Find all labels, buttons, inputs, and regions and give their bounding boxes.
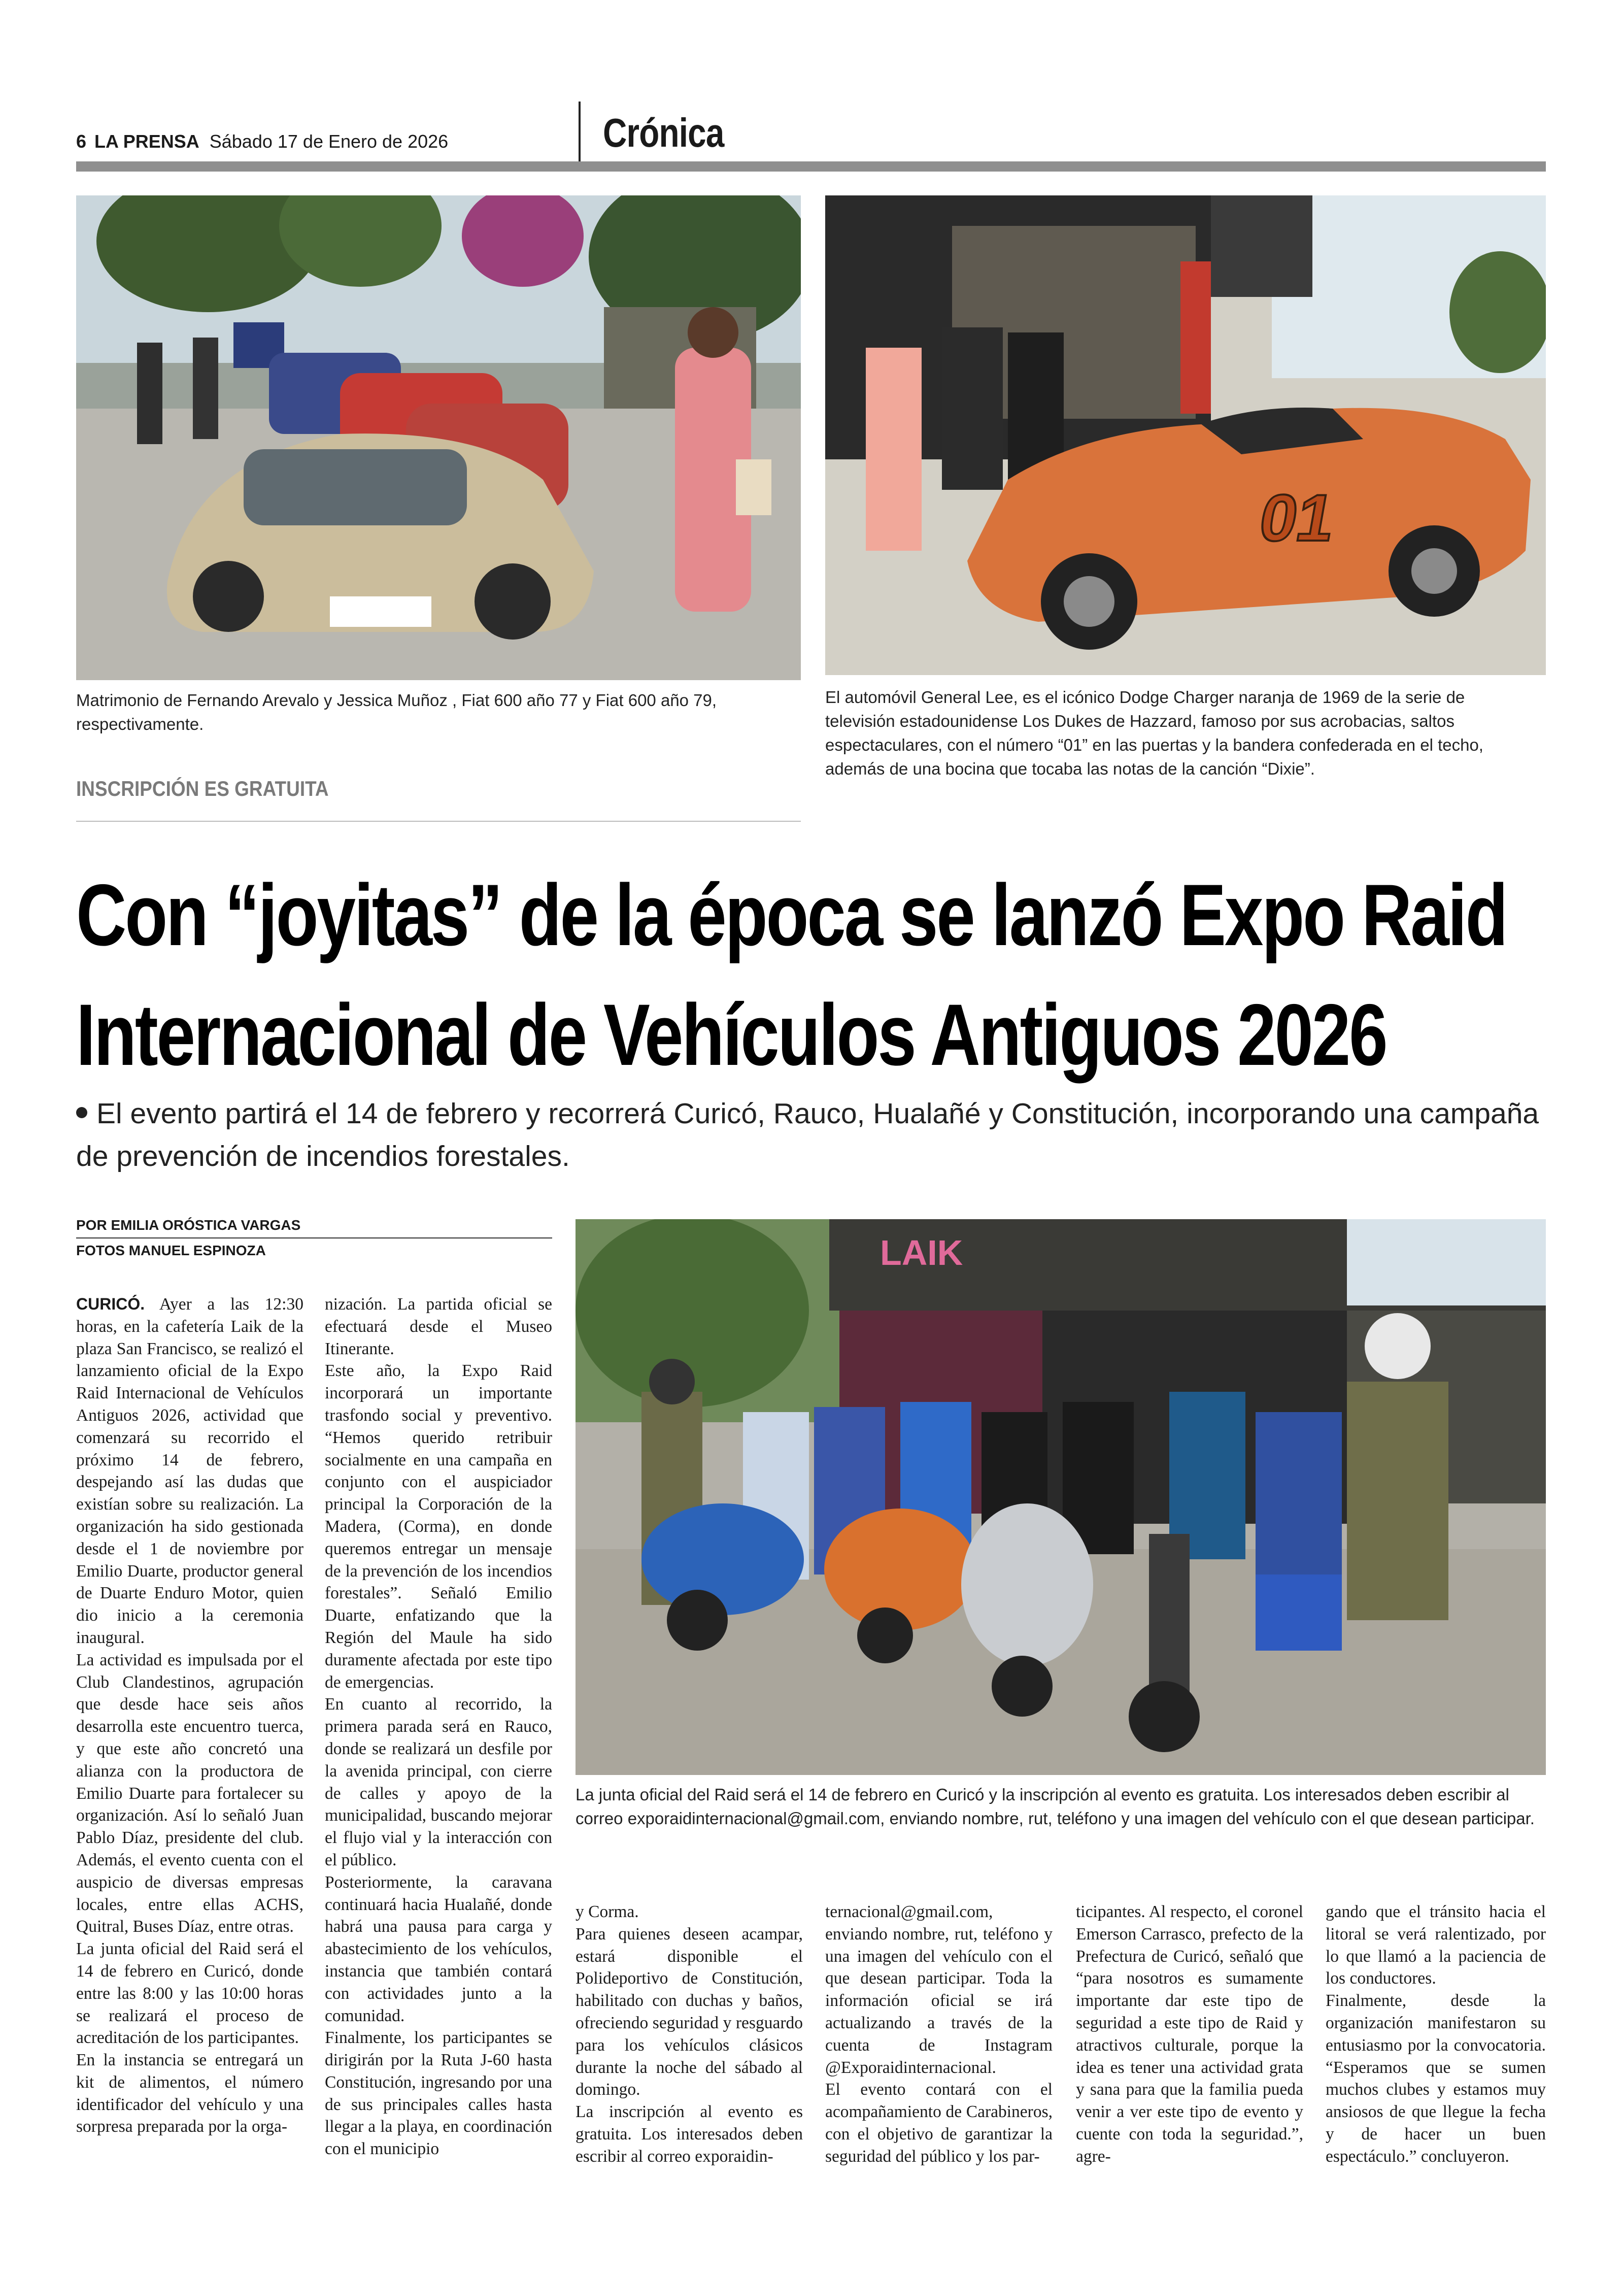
paragraph: La actividad es impulsada por el Club Clandestinos, agrupación que desde hace seis años desarrolla este encuentro tuerca, y que este año concretó una alianza con la productora de Emilio Duarte para fortalecer su organización. Así lo señaló Juan Pablo Díaz, presidente del club. Además, el evento cuenta con el auspicio de diversas empresas locales, entre ellas ACHS, Quitral, Buses Díaz, entre otras. (76, 1650, 303, 1936)
paragraph: La junta oficial del Raid será el 14 de febrero en Curicó, donde entre las 8:00 y las 10:00 horas se realizará el proceso de acreditación de los participantes. (76, 1939, 303, 2048)
paragraph: La inscripción al evento es gratuita. Los interesados deben escribir al correo exporaidin- (576, 2102, 803, 2166)
paragraph: Finalmente, desde la organización manifestaron su entusiasmo por la convocatoria. “Esperamos que se sumen muchos clubes y estamos muy ansiosos de que llegue la fecha y de hacer un buen espectáculo.” concluyeron. (1326, 1991, 1546, 2166)
paragraph: gando que el tránsito hacia el litoral se verá ralentizado, por lo que llamó a la paciencia de los conductores. (1326, 1902, 1546, 1988)
paragraph: ternacional@gmail.com, enviando nombre, rut, teléfono y una imagen del vehículo con el que desean participar. Toda la información oficial se irá actualizando a través de la cuenta de Instagram @Exporaidinternacional. (825, 1902, 1053, 2077)
car-number-text: 01 (1254, 480, 1341, 555)
paragraph: En la instancia se entregará un kit de alimentos, el número identificador del vehículo y una sorpresa preparada por la orga- (76, 2051, 303, 2136)
article-column-2 (325, 1293, 552, 2160)
kicker-rule (76, 821, 801, 822)
paragraph: nización. La partida oficial se efectuará desde el Museo Itinerante. (325, 1295, 552, 1358)
paragraph: Posteriormente, la caravana continuará hacia Hualañé, donde habrá una pausa para carga y abastecimiento de los vehículos, instancia que también contará con actividades junto a la comunidad. (325, 1872, 552, 2025)
issue-date: Sábado 17 de Enero de 2026 (209, 131, 449, 152)
paragraph: Finalmente, los participantes se dirigirán por la Ruta J-60 hasta Constitución, ingresando por una de sus principales calles hasta llegar a la playa, en coordinación con el municipio (325, 2028, 552, 2159)
paragraph: En cuanto al recorrido, la primera parada será en Rauco, donde se realizará un desfile por la avenida principal, con cierre de calles y apoyo de la municipalidad, buscando mejorar el flujo vial y la interacción con el público. (325, 1695, 552, 1869)
section-title: Crónica (603, 110, 724, 155)
photo-credit: FOTOS MANUEL ESPINOZA (76, 1243, 266, 1258)
page-header-info (76, 131, 448, 152)
deck-bullet (76, 1107, 87, 1118)
paragraph: y Corma. (576, 1902, 639, 1921)
paragraph: Este año, la Expo Raid incorporará un importante trasfondo social y preventivo. “Hemos querido retribuir socialmente en una campaña en conjunto con el auspiciador principal la Corporación de la Madera, (Corma), en donde queremos entregar un mensaje de la prevención de los incendios forestales”. Señaló Emilio Duarte, enfatizando que la Región del Maule ha sido duramente afectada por este tipo de emergencias. (325, 1361, 552, 1692)
article-column-4 (825, 1901, 1053, 2168)
publication-name: LA PRENSA (94, 131, 199, 152)
paragraph: ticipantes. Al respecto, el coronel Emerson Carrasco, prefecto de la Prefectura de Curicó, señaló que “para nosotros es sumamente importante dar este tipo de seguridad a este tipo de Raid y atractivos culturale, porque la idea es tener una actividad grata y sana para que la familia pueda venir a ver este tipo de evento y cuente con toda la seguridad.”, agre- (1076, 1902, 1303, 2166)
header-separator (579, 102, 581, 162)
photo-fiat-cars (76, 195, 801, 680)
shop-sign-text: LAIK (880, 1233, 963, 1272)
article-deck (76, 1092, 1543, 1178)
paragraph: Para quienes deseen acampar, estará disponible el Polideportivo de Constitución, habilitado con duchas y baños, ofreciendo seguridad y resguardo para los vehículos clásicos durante la noche del sábado al domingo. (576, 1924, 803, 2099)
photo-caption: El automóvil General Lee, es el icónico Dodge Charger naranja de 1969 de la serie de televisión estadounidense Los Dukes de Hazzard, famoso por sus acrobacias, saltos espectaculares, con el número “01” en las puertas y la bandera confederada en el techo, además de una bocina que tocaba las notas de la canción “Dixie”. (825, 688, 1483, 778)
dateline: CURICÓ. (76, 1295, 145, 1313)
article-column-5 (1076, 1901, 1303, 2168)
byline-rule (76, 1237, 552, 1238)
paragraph: El evento contará con el acompañamiento de Carabineros, con el objetivo de garantizar la seguridad del público y los par- (825, 2080, 1053, 2166)
article-column-1 (76, 1293, 303, 2138)
photo-caption: La junta oficial del Raid será el 14 de febrero en Curicó y la inscripción al evento es gratuita. Los interesados deben escribir al correo exporaidinternacional@gmail.com, enviando nombre, rut, teléfono y una imagen del vehículo con el que desean participar. (576, 1785, 1535, 1828)
photo-general-lee-car (825, 195, 1546, 675)
page-number: 6 (76, 131, 87, 152)
article-kicker: INSCRIPCIÓN ES GRATUITA (76, 777, 329, 800)
byline: POR EMILIA ORÓSTICA VARGAS (76, 1217, 301, 1233)
article-column-6 (1326, 1901, 1546, 2168)
paragraph: CURICÓ. Ayer a las 12:30 horas, en la cafetería Laik de la plaza San Francisco, se realizó el lanzamiento oficial de la Expo Raid Internacional de Vehículos Antiguos 2026, actividad que comenzará su recorrido el próximo 14 de febrero, despejando así las dudas que existían sobre su realización. La organización ha sido gestionada desde el 1 de noviembre por Emilio Duarte, productor general de Duarte Enduro Motor, quien dio inicio a la ceremonia inaugural. (76, 1295, 303, 1647)
photo-caption: Matrimonio de Fernando Arevalo y Jessica Muñoz , Fiat 600 año 77 y Fiat 600 año 79, respectivamente. (76, 691, 717, 733)
deck-text: El evento partirá el 14 de febrero y recorrerá Curicó, Rauco, Hualañé y Constitución, incorporando una campaña de prevención de incendios forestales. (76, 1097, 1539, 1172)
photo-raid-group (576, 1219, 1546, 1775)
article-headline: Con “joyitas” de la época se lanzó Expo Raid Internacional de Vehículos Antiguos 2026 (76, 866, 1507, 1084)
article-column-3 (576, 1901, 803, 2168)
header-rule (76, 161, 1546, 172)
